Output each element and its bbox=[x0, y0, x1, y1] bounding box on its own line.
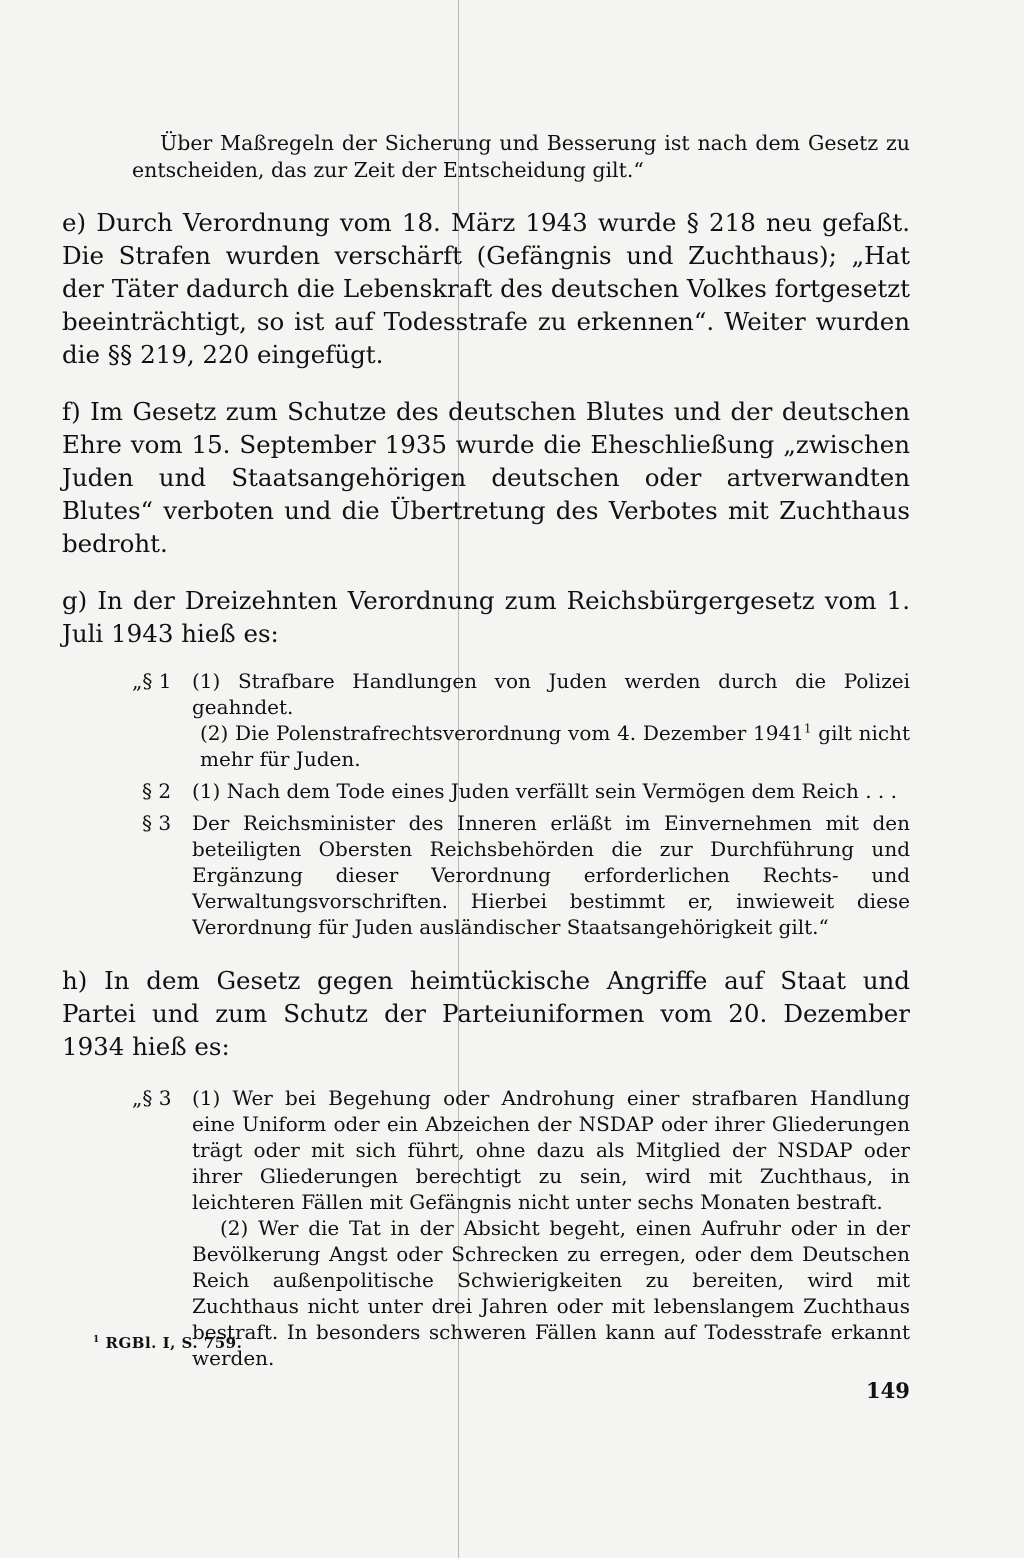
footnote-marker: 1 bbox=[93, 1335, 100, 1345]
section-paragraph: Der Reichsminister des Inneren erläßt im Einvernehmen mit den beteiligten Obersten Reichsbehörden die zur Durchführung und Ergänzung dieser Verordnung erforderlichen Rechts- und Verwaltungsvorschriften. Hierbei bestimmt er, inwieweit diese Verordnung für Juden ausländischer Staatsangehörigkeit gilt.“ bbox=[192, 811, 910, 939]
legal-section-3 bbox=[132, 810, 910, 940]
footnote-reference: 1 bbox=[803, 721, 812, 736]
section-number: § 2 bbox=[142, 779, 172, 803]
document-page bbox=[62, 130, 910, 1371]
page-number: 149 bbox=[866, 1378, 910, 1403]
footnote-text: RGBl. I, S. 759. bbox=[99, 1334, 243, 1352]
paragraph-e: e) Durch Verordnung vom 18. März 1943 wurde § 218 neu gefaßt. Die Strafen wurden verschärft (Gefängnis und Zuchthaus); „Hat der Täter dadurch die Lebenskraft des deutschen Volkes fortgesetzt beeinträchtigt, so ist auf Todesstrafe zu erkennen“. Weiter wurden die §§ 219, 220 eingefügt. bbox=[62, 208, 910, 369]
legal-quote-h bbox=[132, 1085, 910, 1371]
section-paragraph-text: (2) Die Polenstrafrechtsverordnung vom 4. Dezember 1941 bbox=[200, 721, 804, 745]
section-paragraph-text: gilt nicht mehr für Juden. bbox=[200, 721, 911, 771]
section-paragraph: (1) Nach dem Tode eines Juden verfällt sein Vermögen dem Reich . . . bbox=[192, 779, 897, 803]
section-number: § 3 bbox=[142, 811, 172, 835]
section-body bbox=[192, 778, 910, 804]
footnote bbox=[93, 1334, 242, 1352]
section-body bbox=[192, 810, 910, 940]
legal-section-3 bbox=[132, 1085, 910, 1371]
legal-section-2 bbox=[132, 778, 910, 804]
section-paragraph: (1) Wer bei Begehung oder Androhung einer strafbaren Handlung eine Uniform oder ein Abzeichen der NSDAP oder ihrer Gliederungen trägt oder mit sich führt, ohne dazu als Mitglied der NSDAP oder ihrer Gliederungen berechtigt zu sein, wird mit Zuchthaus, in leichteren Fällen mit Gefängnis nicht unter sechs Monaten bestraft. bbox=[192, 1086, 910, 1214]
section-paragraph bbox=[192, 720, 910, 772]
section-paragraph: (2) Wer die Tat in der Absicht begeht, einen Aufruhr oder in der Bevölkerung Angst oder Schrecken zu erregen, oder dem Deutschen Reich außenpolitische Schwierigkeiten zu bereiten, wird mit Zuchthaus nicht unter drei Jahren oder mit lebenslangem Zuchthaus bestraft. In besonders schweren Fällen kann auf Todesstrafe erkannt werden. bbox=[192, 1216, 910, 1370]
section-body bbox=[192, 668, 910, 772]
legal-quote-g bbox=[132, 668, 910, 940]
paragraph-g: g) In der Dreizehnten Verordnung zum Reichsbürgergesetz vom 1. Juli 1943 hieß es: bbox=[62, 586, 910, 648]
legal-section-1 bbox=[132, 668, 910, 772]
quote-intro: Über Maßregeln der Sicherung und Besserung ist nach dem Gesetz zu entscheiden, das zur Zeit der Entscheidung gilt.“ bbox=[132, 131, 910, 182]
section-body bbox=[192, 1085, 910, 1371]
paragraph-h: h) In dem Gesetz gegen heimtückische Angriffe auf Staat und Partei und zum Schutz der Parteiuniformen vom 20. Dezember 1934 hieß es: bbox=[62, 966, 910, 1061]
paragraph-f: f) Im Gesetz zum Schutze des deutschen Blutes und der deutschen Ehre vom 15. September 1935 wurde die Eheschließung „zwischen Juden und Staatsangehörigen deutschen oder artverwandten Blutes“ verboten und die Übertretung des Verbotes mit Zuchthaus bedroht. bbox=[62, 397, 910, 558]
section-paragraph: (1) Strafbare Handlungen von Juden werden durch die Polizei geahndet. bbox=[192, 669, 910, 719]
section-number: „§ 3 bbox=[132, 1086, 172, 1110]
section-number: „§ 1 bbox=[132, 669, 172, 693]
